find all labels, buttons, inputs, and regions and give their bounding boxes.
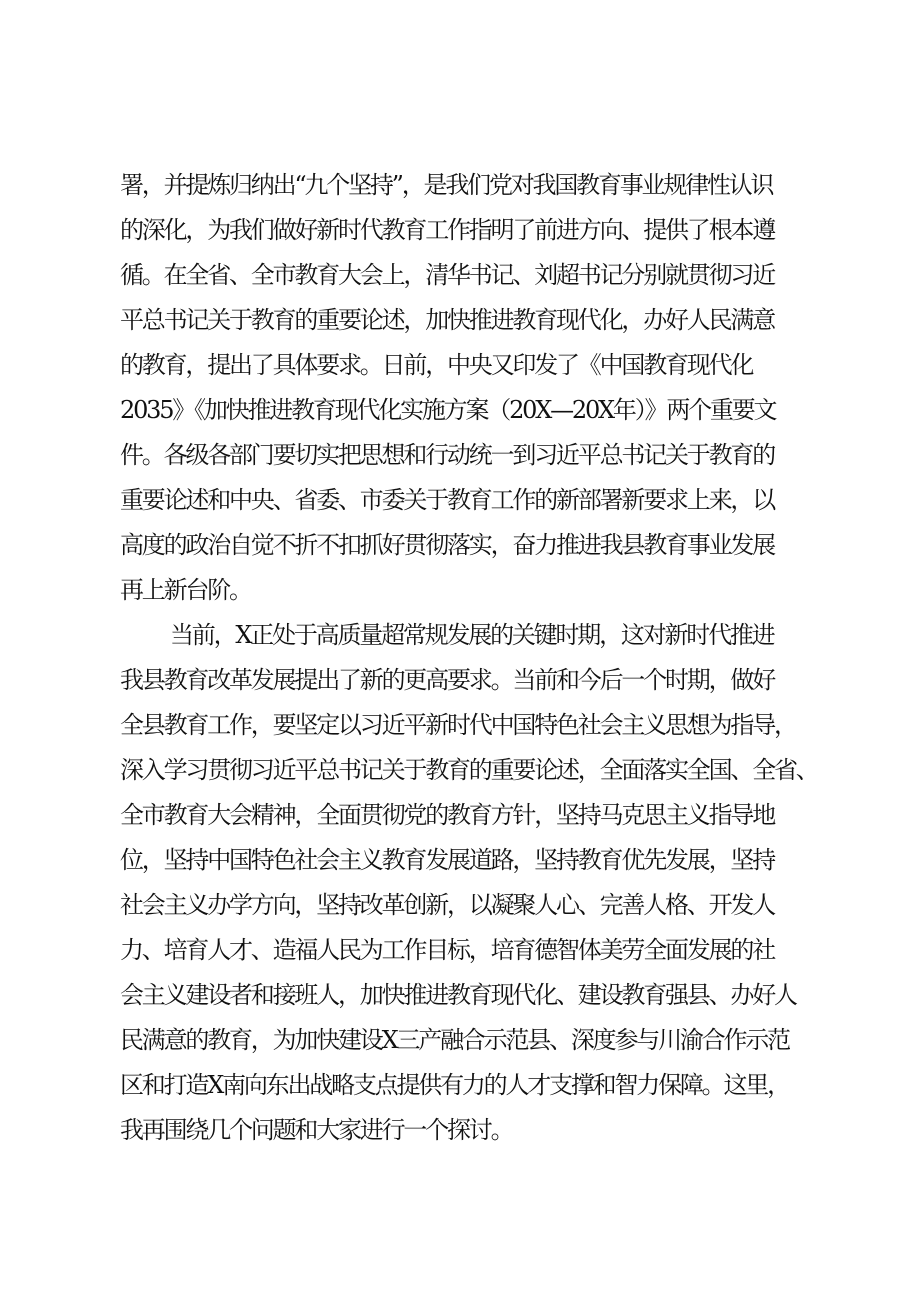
text-line: 会主义建设者和接班人，加快推进教育现代化、建设教育强县、办好人 [120,981,796,1009]
text-line: 当前，X正处于高质量超常规发展的关键时期，这对新时代推进 [170,621,774,649]
text-line: 件。各级各部门要切实把思想和行动统一到习近平总书记关于教育的 [120,441,774,469]
text-line: 区和打造X南向东出战略支点提供有力的人才支撑和智力保障。这里， [120,1071,789,1099]
text-line: 署，并提炼归纳出“九个坚持”，是我们党对我国教育事业规律性认识 [120,171,773,199]
text-line: 全市教育大会精神，全面贯彻党的教育方针，坚持马克思主义指导地 [120,801,774,829]
text-line: 位，坚持中国特色社会主义教育发展道路，坚持教育优先发展，坚持 [120,846,774,874]
text-line: 民满意的教育，为加快建设X三产融合示范县、深度参与川渝合作示范 [120,1026,789,1054]
text-line: 高度的政治自觉不折不扣抓好贯彻落实，奋力推进我县教育事业发展 [120,531,774,559]
text-line: 的教育，提出了具体要求。日前，中央又印发了《中国教育现代化 [120,351,753,379]
text-line: 我再围绕几个问题和大家进行一个探讨。 [120,1116,513,1144]
text-line: 力、培育人才、造福人民为工作目标，培育德智体美劳全面发展的社 [120,936,774,964]
text-line: 2035》《加快推进教育现代化实施方案（20X—20X年）》两个重要文 [120,396,776,424]
text-line: 全县教育工作，要坚定以习近平新时代中国特色社会主义思想为指导， [120,711,796,739]
text-line: 深入学习贯彻习近平总书记关于教育的重要论述，全面落实全国、全省、 [120,756,818,784]
text-line: 社会主义办学方向，坚持改革创新，以凝聚人心、完善人格、开发人 [120,891,774,919]
text-line: 循。在全省、全市教育大会上，清华书记、刘超书记分别就贯彻习近 [120,261,774,289]
text-line: 我县教育改革发展提出了新的更高要求。当前和今后一个时期，做好 [120,666,774,694]
text-line: 再上新台阶。 [120,576,251,604]
text-line: 重要论述和中央、省委、市委关于教育工作的新部署新要求上来，以 [120,486,774,514]
text-line: 平总书记关于教育的重要论述，加快推进教育现代化，办好人民满意 [120,306,774,334]
text-line: 的深化，为我们做好新时代教育工作指明了前进方向、提供了根本遵 [120,216,774,244]
